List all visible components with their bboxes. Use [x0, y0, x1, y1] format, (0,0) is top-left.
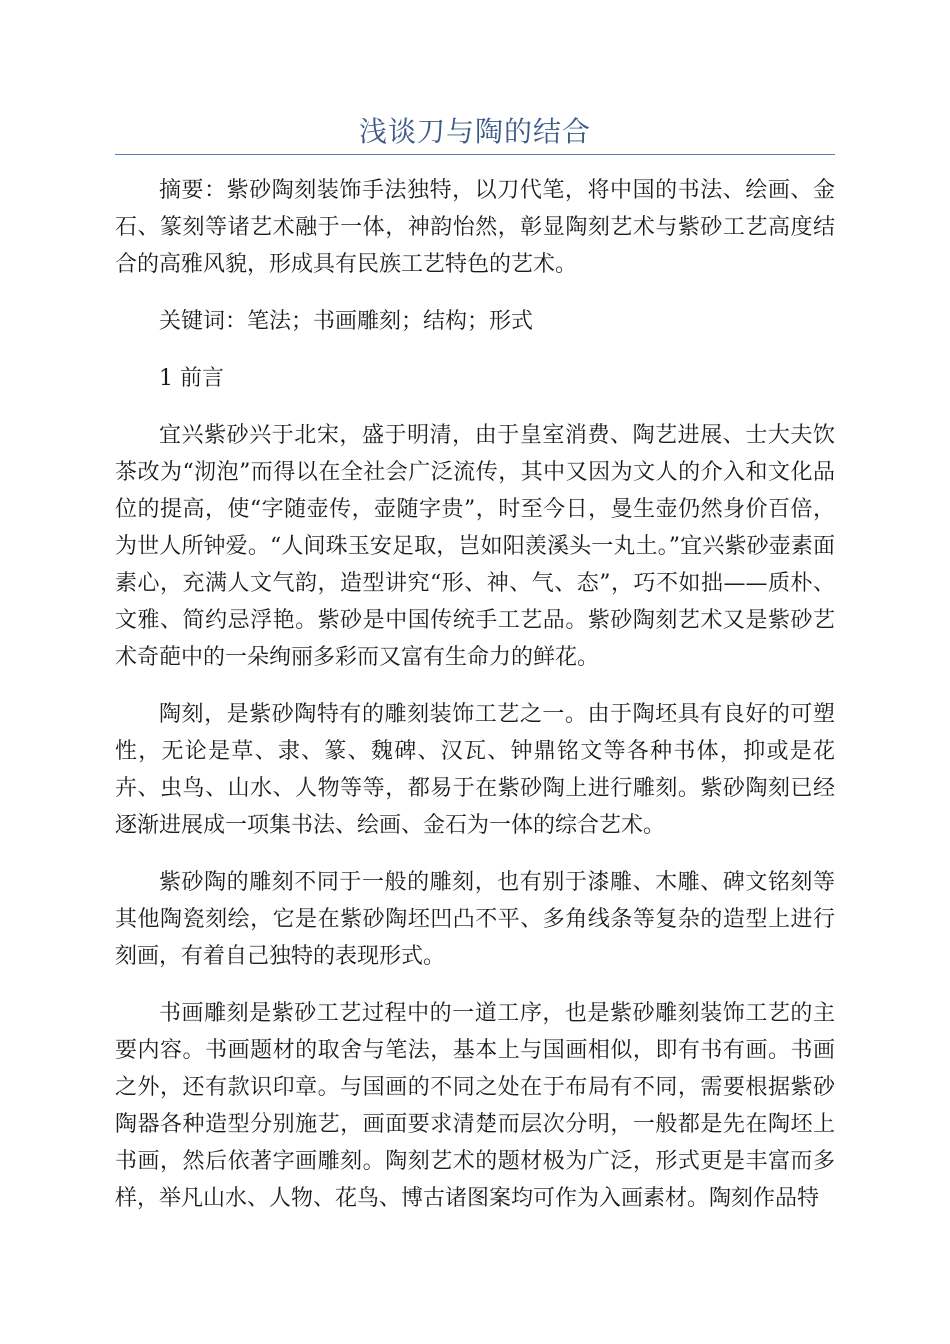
body-paragraph: 宜兴紫砂兴于北宋，盛于明清，由于皇室消费、陶艺进展、士大夫饮茶改为“沏泡”而得以在全社会广泛流传，其中又因为文人的介入和文化品位的提高，使“字随壶传，壶随字贵”，时至今日，曼生壶仍然身价百倍，为世人所钟爱。“人间珠玉安足取，岂如阳羡溪头一丸土。”宜兴紫砂壶素面素心，充满人文气韵，造型讲究“形、神、气、态”，巧不如拙——质朴、文雅、简约忌浮艳。紫砂是中国传统手工艺品。紫砂陶刻艺术又是紫砂艺术奇葩中的一朵绚丽多彩而又富有生命力的鲜花。 [115, 423, 835, 670]
section-heading: 1 前言 [159, 366, 224, 391]
document-title: 浅谈刀与陶的结合 [358, 115, 591, 148]
body-paragraph: 书画雕刻是紫砂工艺过程中的一道工序，也是紫砂雕刻装饰工艺的主要内容。书画题材的取舍与笔法，基本上与国画相似，即有书有画。书画之外，还有款识印章。与国画的不同之处在于布局有不同，需要根据紫砂陶器各种造型分别施艺，画面要求清楚而层次分明，一般都是先在陶坯上书画，然后依著字画雕刻。陶刻艺术的题材极为广泛，形式更是丰富而多样，举凡山水、人物、花鸟、博古诸图案均可作为入画素材。陶刻作品特 [115, 1001, 835, 1211]
body-paragraph: 陶刻，是紫砂陶特有的雕刻装饰工艺之一。由于陶坯具有良好的可塑性，无论是草、隶、篆、魏碑、汉瓦、钟鼎铭文等各种书体，抑或是花卉、虫鸟、山水、人物等等，都易于在紫砂陶上进行雕刻。紫砂陶刻已经逐渐进展成一项集书法、绘画、金石为一体的综合艺术。 [115, 702, 835, 838]
document-body [115, 172, 835, 1237]
keywords-paragraph: 关键词：笔法；书画雕刻；结构；形式 [159, 309, 534, 334]
title-underline [115, 154, 835, 155]
abstract-paragraph: 摘要：紫砂陶刻装饰手法独特，以刀代笔，将中国的书法、绘画、金石、篆刻等诸艺术融于一体，神韵怡然，彰显陶刻艺术与紫砂工艺高度结合的高雅风貌，形成具有民族工艺特色的艺术。 [115, 178, 835, 277]
body-paragraph: 紫砂陶的雕刻不同于一般的雕刻，也有别于漆雕、木雕、碑文铭刻等其他陶瓷刻绘，它是在紫砂陶坯凹凸不平、多角线条等复杂的造型上进行刻画，有着自己独特的表现形式。 [115, 870, 835, 969]
